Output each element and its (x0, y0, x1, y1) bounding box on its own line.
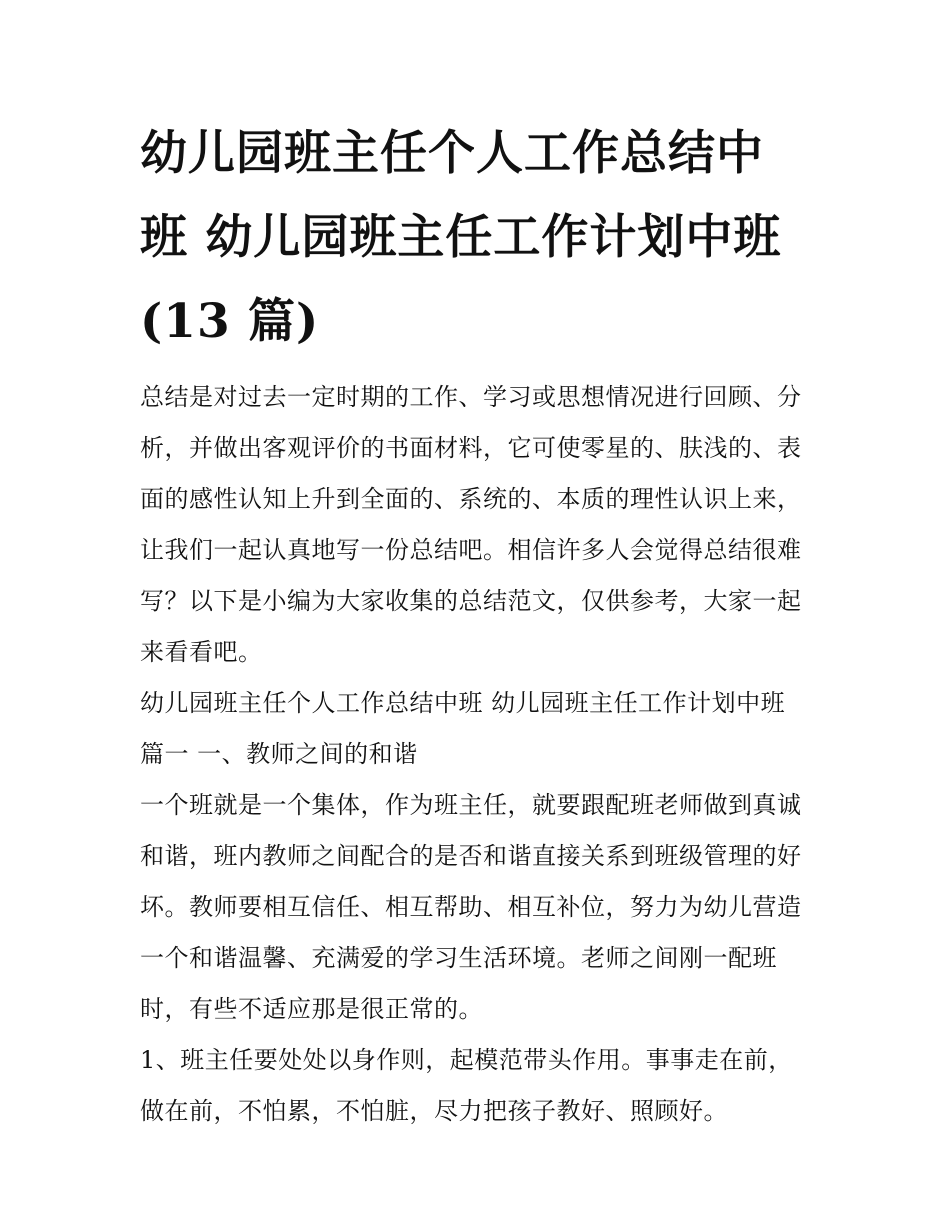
title-line: (13 篇) (140, 294, 320, 349)
text-line: 面的感性认知上升到全面的、系统的、本质的理性认识上来， (140, 485, 802, 513)
text-line: 1、班主任要处处以身作则，起模范带头作用。事事走在前， (140, 1046, 793, 1074)
text-line: 幼儿园班主任个人工作总结中班 幼儿园班主任工作计划中班 (140, 689, 786, 717)
document-page (140, 112, 820, 1137)
title-line: 班 幼儿园班主任工作计划中班 (140, 210, 782, 265)
subtitle-paragraph (140, 678, 820, 780)
title-line: 幼儿园班主任个人工作总结中 (140, 126, 764, 181)
text-line: 一个和谐温馨、充满爱的学习生活环境。老师之间刚一配班 (140, 944, 777, 972)
text-line: 时，有些不适应那是很正常的。 (140, 995, 483, 1023)
text-line: 来看看吧。 (140, 638, 263, 666)
text-line: 做在前，不怕累，不怕脏，尽力把孩子教好、照顾好。 (140, 1097, 728, 1125)
text-line: 让我们一起认真地写一份总结吧。相信许多人会觉得总结很难 (140, 536, 802, 564)
text-line: 和谐，班内教师之间配合的是否和谐直接关系到班级管理的好 (140, 842, 802, 870)
text-line: 析，并做出客观评价的书面材料，它可使零星的、肤浅的、表 (140, 434, 802, 462)
intro-paragraph (140, 372, 820, 678)
section-heading: 篇一 一、教师之间的和谐 (140, 740, 418, 768)
text-line: 一个班就是一个集体，作为班主任，就要跟配班老师做到真诚 (140, 791, 802, 819)
document-title (140, 112, 820, 364)
document-body (140, 372, 820, 1137)
section-paragraph (140, 780, 820, 1035)
text-line: 坏。教师要相互信任、相互帮助、相互补位，努力为幼儿营造 (140, 893, 802, 921)
text-line: 写？以下是小编为大家收集的总结范文，仅供参考，大家一起 (140, 587, 802, 615)
list-item-paragraph (140, 1035, 820, 1137)
text-line: 总结是对过去一定时期的工作、学习或思想情况进行回顾、分 (140, 383, 802, 411)
